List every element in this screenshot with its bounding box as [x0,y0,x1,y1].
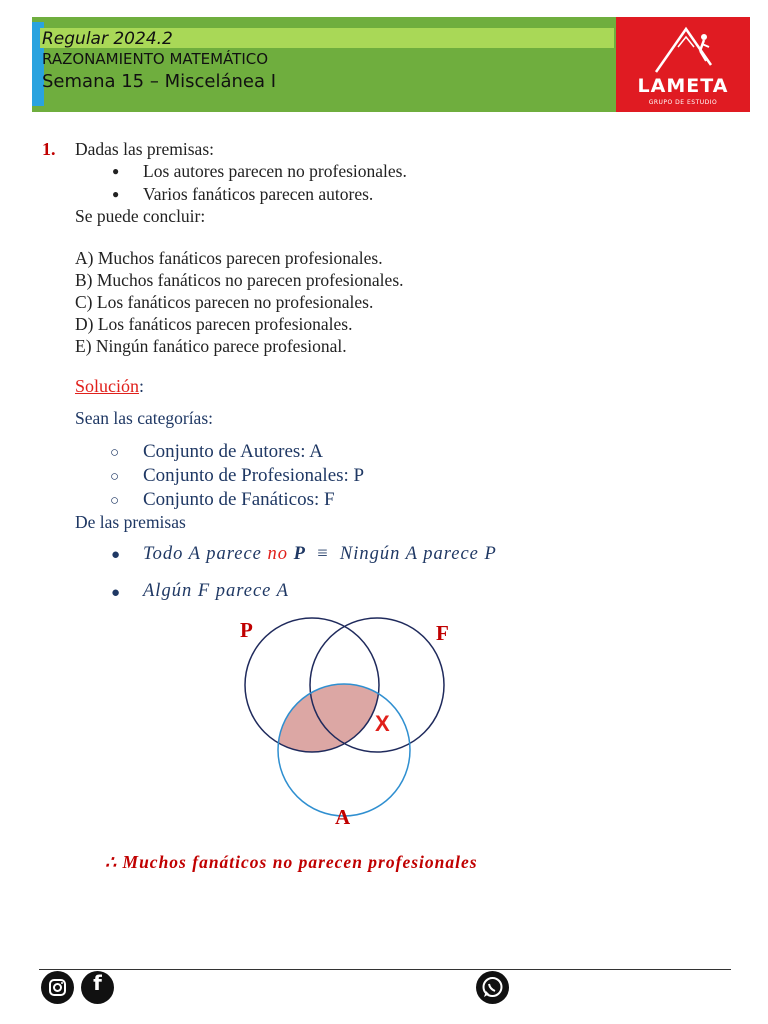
categories-intro: Sean las categorías: [75,408,214,428]
conclusion: ∴ Muchos fanáticos no parecen profesionales [105,852,478,872]
solution-label: Solución [75,376,140,396]
option-d: D) Los fanáticos parecen profesionales. [75,314,353,334]
formula-1-negation: no [267,544,288,564]
conclude-prompt: Se puede concluir: [75,206,206,226]
label-f: F [436,621,449,645]
bullet-icon: ● [111,547,121,563]
course-period: Regular 2024.2 [42,29,173,49]
lameta-logo [616,17,750,112]
formula-1-part-a: Todo A parece [143,544,268,564]
category-professionals: Conjunto de Profesionales: P [143,465,365,486]
premises-intro: De las premisas [75,512,186,532]
label-a: A [335,805,351,829]
bullet-icon: ● [111,585,121,601]
formula-1-p: P [293,544,306,564]
question-number: 1. [42,139,56,159]
bullet-icon: ● [112,187,120,201]
option-a: A) Muchos fanáticos parecen profesionales. [75,248,383,268]
mark-x: X [375,711,390,736]
bullet-icon: ● [112,164,120,178]
course-title: RAZONAMIENTO MATEMÁTICO [42,50,269,68]
logo-subtitle: GRUPO DE ESTUDIO [648,99,718,106]
category-authors: Conjunto de Autores: A [143,441,323,462]
formula-2: Algún F parece A [143,581,289,601]
option-c: C) Los fanáticos parecen no profesionales. [75,292,374,312]
whatsapp-icon[interactable] [476,971,509,1004]
category-fans: Conjunto de Fanáticos: F [143,489,335,510]
premise-1: Los autores parecen no profesionales. [143,161,407,181]
instagram-icon[interactable] [41,971,74,1004]
mountain-climber-icon [616,17,750,77]
week-title: Semana 15 – Miscelánea I [42,71,277,92]
venn-diagram [0,600,768,860]
option-e: E) Ningún fanático parece profesional. [75,336,347,356]
footer-divider [39,969,731,970]
circle-bullet-icon: ○ [110,493,120,509]
equivalence-symbol: ≡ [317,544,329,564]
circle-bullet-icon: ○ [110,445,120,461]
label-p: P [240,618,253,642]
instagram-glyph [41,971,74,1004]
formula-1-part-b: Ningún A parece P [339,544,497,564]
question-intro: Dadas las premisas: [75,139,214,159]
premise-2: Varios fanáticos parecen autores. [143,184,374,204]
whatsapp-glyph [476,971,509,1004]
logo-name: LAMETA [637,75,729,97]
solution-colon: : [139,376,145,396]
formula-1 [143,544,497,565]
facebook-icon[interactable]: f [81,971,114,1004]
option-b: B) Muchos fanáticos no parecen profesionales. [75,270,404,290]
circle-bullet-icon: ○ [110,469,120,485]
solution-heading [75,376,144,397]
